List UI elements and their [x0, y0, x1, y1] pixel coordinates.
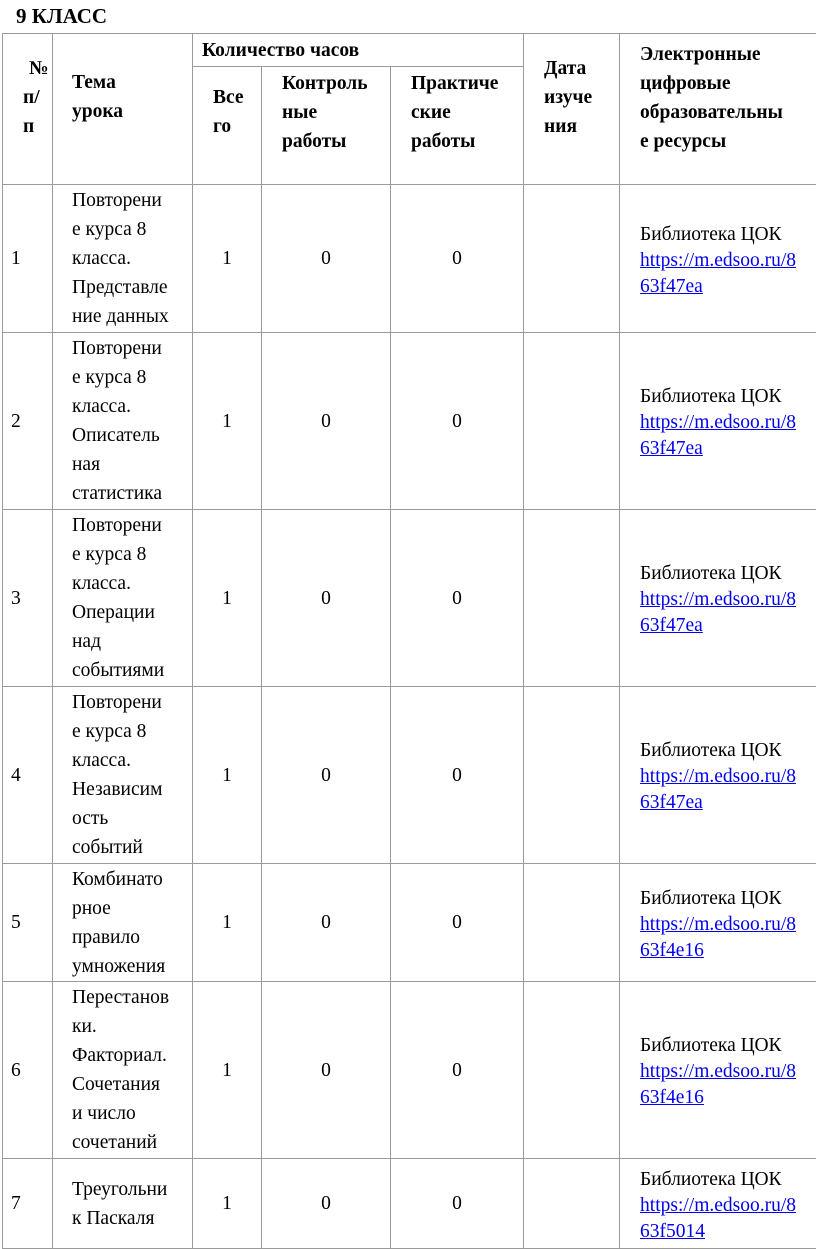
row-topic: Повторени е курса 8 класса. Операции над событиями — [53, 510, 193, 687]
row-topic: Треугольни к Паскаля — [53, 1159, 193, 1249]
row-date — [524, 687, 620, 864]
table-row — [3, 510, 816, 687]
row-topic: Повторени е курса 8 класса. Описатель ная статистика — [53, 333, 193, 510]
row-practical-hours: 0 — [391, 185, 524, 333]
row-total-hours: 1 — [193, 687, 262, 864]
row-resource — [620, 185, 816, 333]
lesson-plan-table — [2, 33, 816, 1249]
row-topic: Комбинато рное правило умножения — [53, 864, 193, 982]
row-topic: Повторени е курса 8 класса. Независим ость событий — [53, 687, 193, 864]
row-total-hours: 1 — [193, 333, 262, 510]
row-number: 7 — [3, 1159, 53, 1249]
row-practical-hours: 0 — [391, 510, 524, 687]
table-row — [3, 185, 816, 333]
row-number: 2 — [3, 333, 53, 510]
row-control-hours: 0 — [262, 185, 391, 333]
header-resources: Электронные цифровые образовательны е ресурсы — [620, 34, 816, 185]
row-resource — [620, 510, 816, 687]
header-control: Контроль ные работы — [262, 67, 391, 185]
resource-link[interactable]: https://m.edsoo.ru/8 63f4e16 — [640, 1059, 816, 1111]
table-row — [3, 687, 816, 864]
resource-label: Библиотека ЦОК — [640, 222, 816, 248]
resource-link[interactable]: https://m.edsoo.ru/8 63f47ea — [640, 587, 816, 639]
row-resource — [620, 333, 816, 510]
header-topic: Тема урока — [53, 34, 193, 185]
row-total-hours: 1 — [193, 864, 262, 982]
header-practical: Практиче ские работы — [391, 67, 524, 185]
row-number: 1 — [3, 185, 53, 333]
resource-label: Библиотека ЦОК — [640, 1033, 816, 1059]
row-number: 5 — [3, 864, 53, 982]
row-practical-hours: 0 — [391, 687, 524, 864]
resource-label: Библиотека ЦОК — [640, 886, 816, 912]
table-row — [3, 1159, 816, 1249]
table-row — [3, 333, 816, 510]
row-date — [524, 982, 620, 1159]
row-total-hours: 1 — [193, 1159, 262, 1249]
header-total: Все го — [193, 67, 262, 185]
row-practical-hours: 0 — [391, 982, 524, 1159]
row-practical-hours: 0 — [391, 864, 524, 982]
row-practical-hours: 0 — [391, 333, 524, 510]
row-total-hours: 1 — [193, 185, 262, 333]
row-control-hours: 0 — [262, 510, 391, 687]
resource-link[interactable]: https://m.edsoo.ru/8 63f47ea — [640, 410, 816, 462]
row-control-hours: 0 — [262, 687, 391, 864]
row-date — [524, 864, 620, 982]
resource-link[interactable]: https://m.edsoo.ru/8 63f47ea — [640, 764, 816, 816]
row-topic: Повторени е курса 8 класса. Представле ние данных — [53, 185, 193, 333]
table-row — [3, 982, 816, 1159]
row-total-hours: 1 — [193, 982, 262, 1159]
row-number: 6 — [3, 982, 53, 1159]
resource-label: Библиотека ЦОК — [640, 1167, 816, 1193]
row-control-hours: 0 — [262, 982, 391, 1159]
resource-link[interactable]: https://m.edsoo.ru/8 63f4e16 — [640, 912, 816, 964]
row-number: 3 — [3, 510, 53, 687]
resource-label: Библиотека ЦОК — [640, 384, 816, 410]
header-date: Дата изуче ния — [524, 34, 620, 185]
resource-link[interactable]: https://m.edsoo.ru/8 63f47ea — [640, 248, 816, 300]
resource-link[interactable]: https://m.edsoo.ru/8 63f5014 — [640, 1193, 816, 1245]
row-total-hours: 1 — [193, 510, 262, 687]
row-topic: Перестанов ки. Факториал. Сочетания и число сочетаний — [53, 982, 193, 1159]
row-control-hours: 0 — [262, 1159, 391, 1249]
row-practical-hours: 0 — [391, 1159, 524, 1249]
page-title: 9 КЛАСС — [16, 1, 107, 31]
row-control-hours: 0 — [262, 864, 391, 982]
resource-label: Библиотека ЦОК — [640, 738, 816, 764]
row-resource — [620, 864, 816, 982]
row-date — [524, 1159, 620, 1249]
row-date — [524, 185, 620, 333]
resource-label: Библиотека ЦОК — [640, 561, 816, 587]
row-control-hours: 0 — [262, 333, 391, 510]
row-date — [524, 333, 620, 510]
header-hours: Количество часов — [193, 34, 524, 67]
row-resource — [620, 687, 816, 864]
row-resource — [620, 1159, 816, 1249]
table-row — [3, 864, 816, 982]
row-date — [524, 510, 620, 687]
row-resource — [620, 982, 816, 1159]
row-number: 4 — [3, 687, 53, 864]
header-number: № п/ п — [3, 34, 53, 185]
